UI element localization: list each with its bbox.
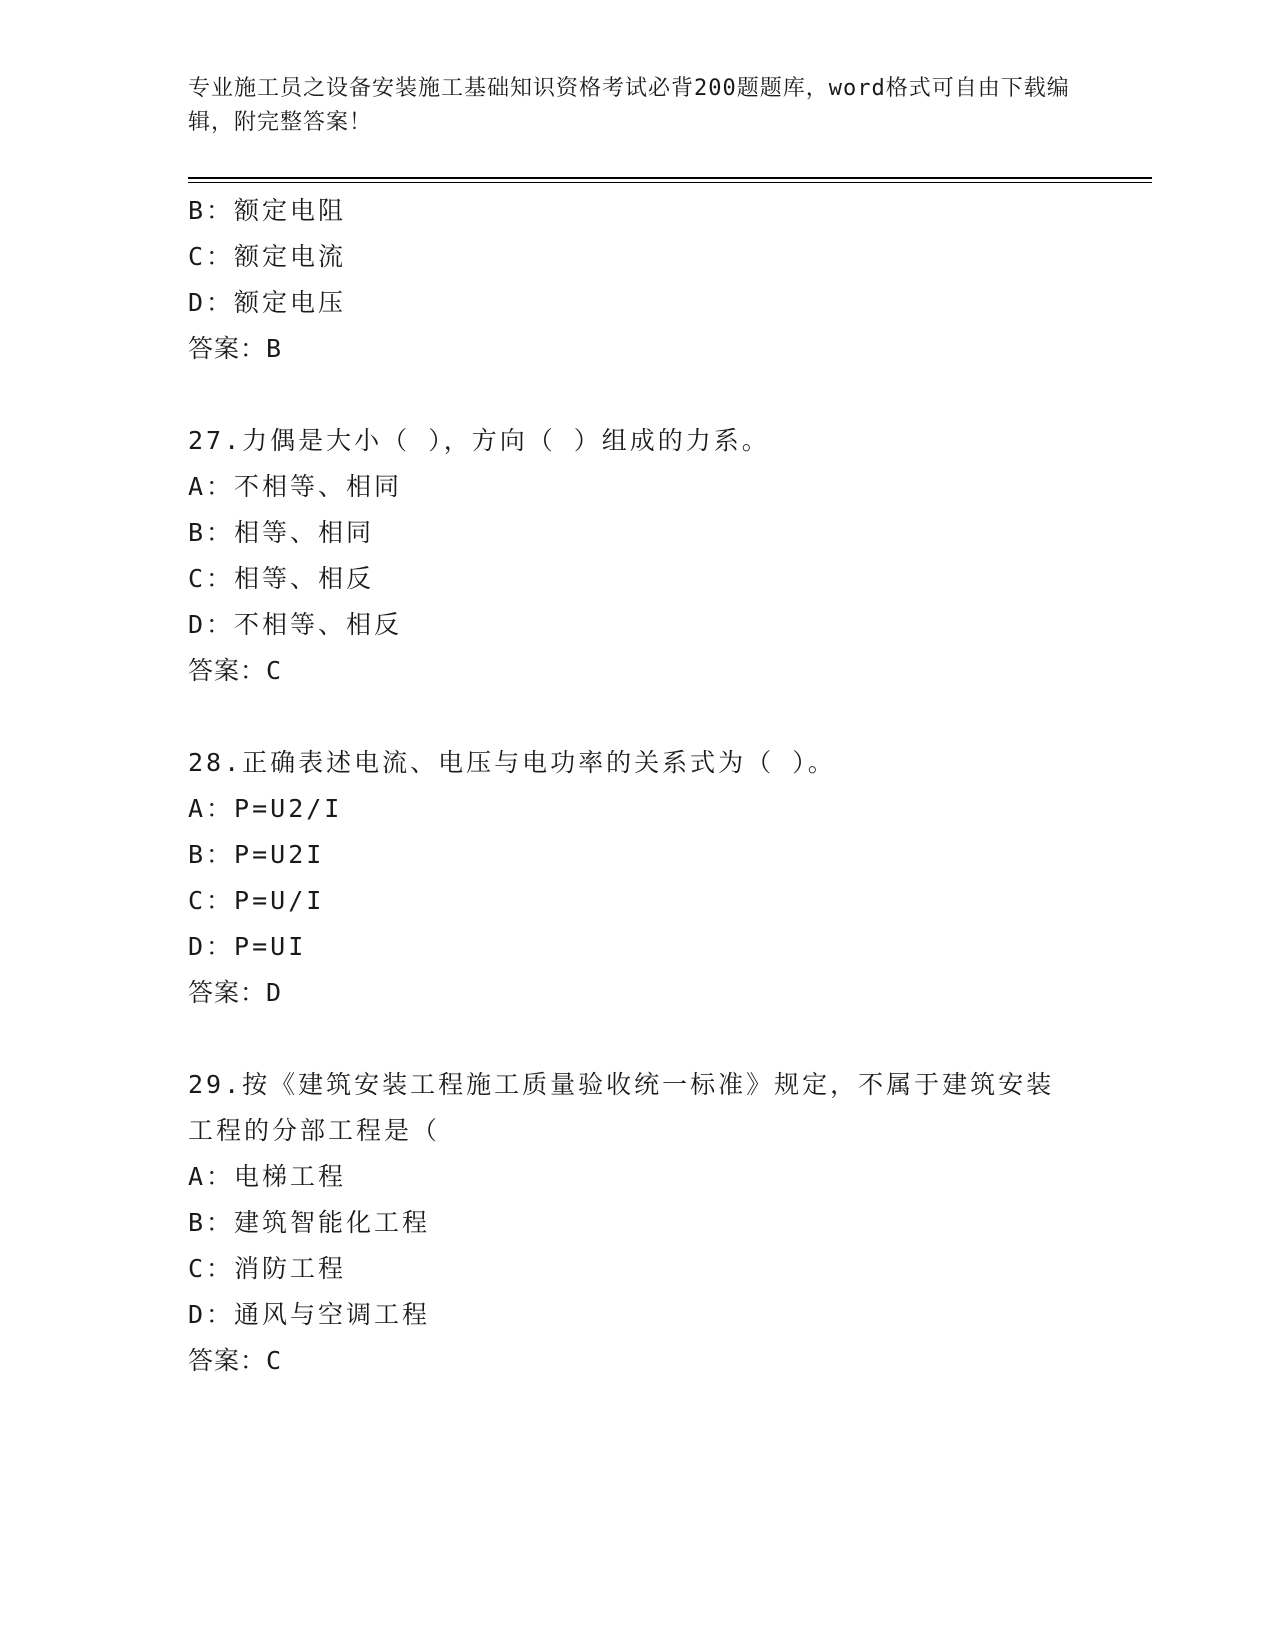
header-divider-thin bbox=[188, 182, 1152, 183]
option-c: C：额定电流 bbox=[188, 242, 347, 271]
question-stem: 28.正确表述电流、电压与电功率的关系式为（ ）。 bbox=[188, 748, 836, 777]
answer-line: 答案：C bbox=[188, 1346, 283, 1375]
document-header: 专业施工员之设备安装施工基础知识资格考试必背200题题库，word格式可自由下载编辑，附完整答案！ bbox=[188, 76, 1070, 135]
option-d: D：P=UI bbox=[188, 932, 307, 961]
option-d: D：通风与空调工程 bbox=[188, 1300, 431, 1329]
answer-line: 答案：D bbox=[188, 978, 283, 1007]
answer-line: 答案：B bbox=[188, 334, 283, 363]
option-b: B：建筑智能化工程 bbox=[188, 1208, 431, 1237]
option-c: C：消防工程 bbox=[188, 1254, 347, 1283]
question-stem: 29.按《建筑安装工程施工质量验收统一标准》规定，不属于建筑安装工程的分部工程是（ bbox=[188, 1070, 1055, 1145]
option-b: B：相等、相同 bbox=[188, 518, 375, 547]
question-stem: 27.力偶是大小（ ），方向（ ）组成的力系。 bbox=[188, 426, 770, 455]
option-a: A：电梯工程 bbox=[188, 1162, 347, 1191]
option-d: D：额定电压 bbox=[188, 288, 347, 317]
option-a: A：P=U2/I bbox=[188, 794, 343, 823]
option-a: A：不相等、相同 bbox=[188, 472, 403, 501]
option-b: B：额定电阻 bbox=[188, 196, 347, 225]
header-divider-thick bbox=[188, 177, 1152, 179]
question-content bbox=[188, 188, 1088, 1384]
option-c: C：相等、相反 bbox=[188, 564, 375, 593]
answer-line: 答案：C bbox=[188, 656, 283, 685]
option-d: D：不相等、相反 bbox=[188, 610, 403, 639]
option-c: C：P=U/I bbox=[188, 886, 325, 915]
option-b: B：P=U2I bbox=[188, 840, 325, 869]
